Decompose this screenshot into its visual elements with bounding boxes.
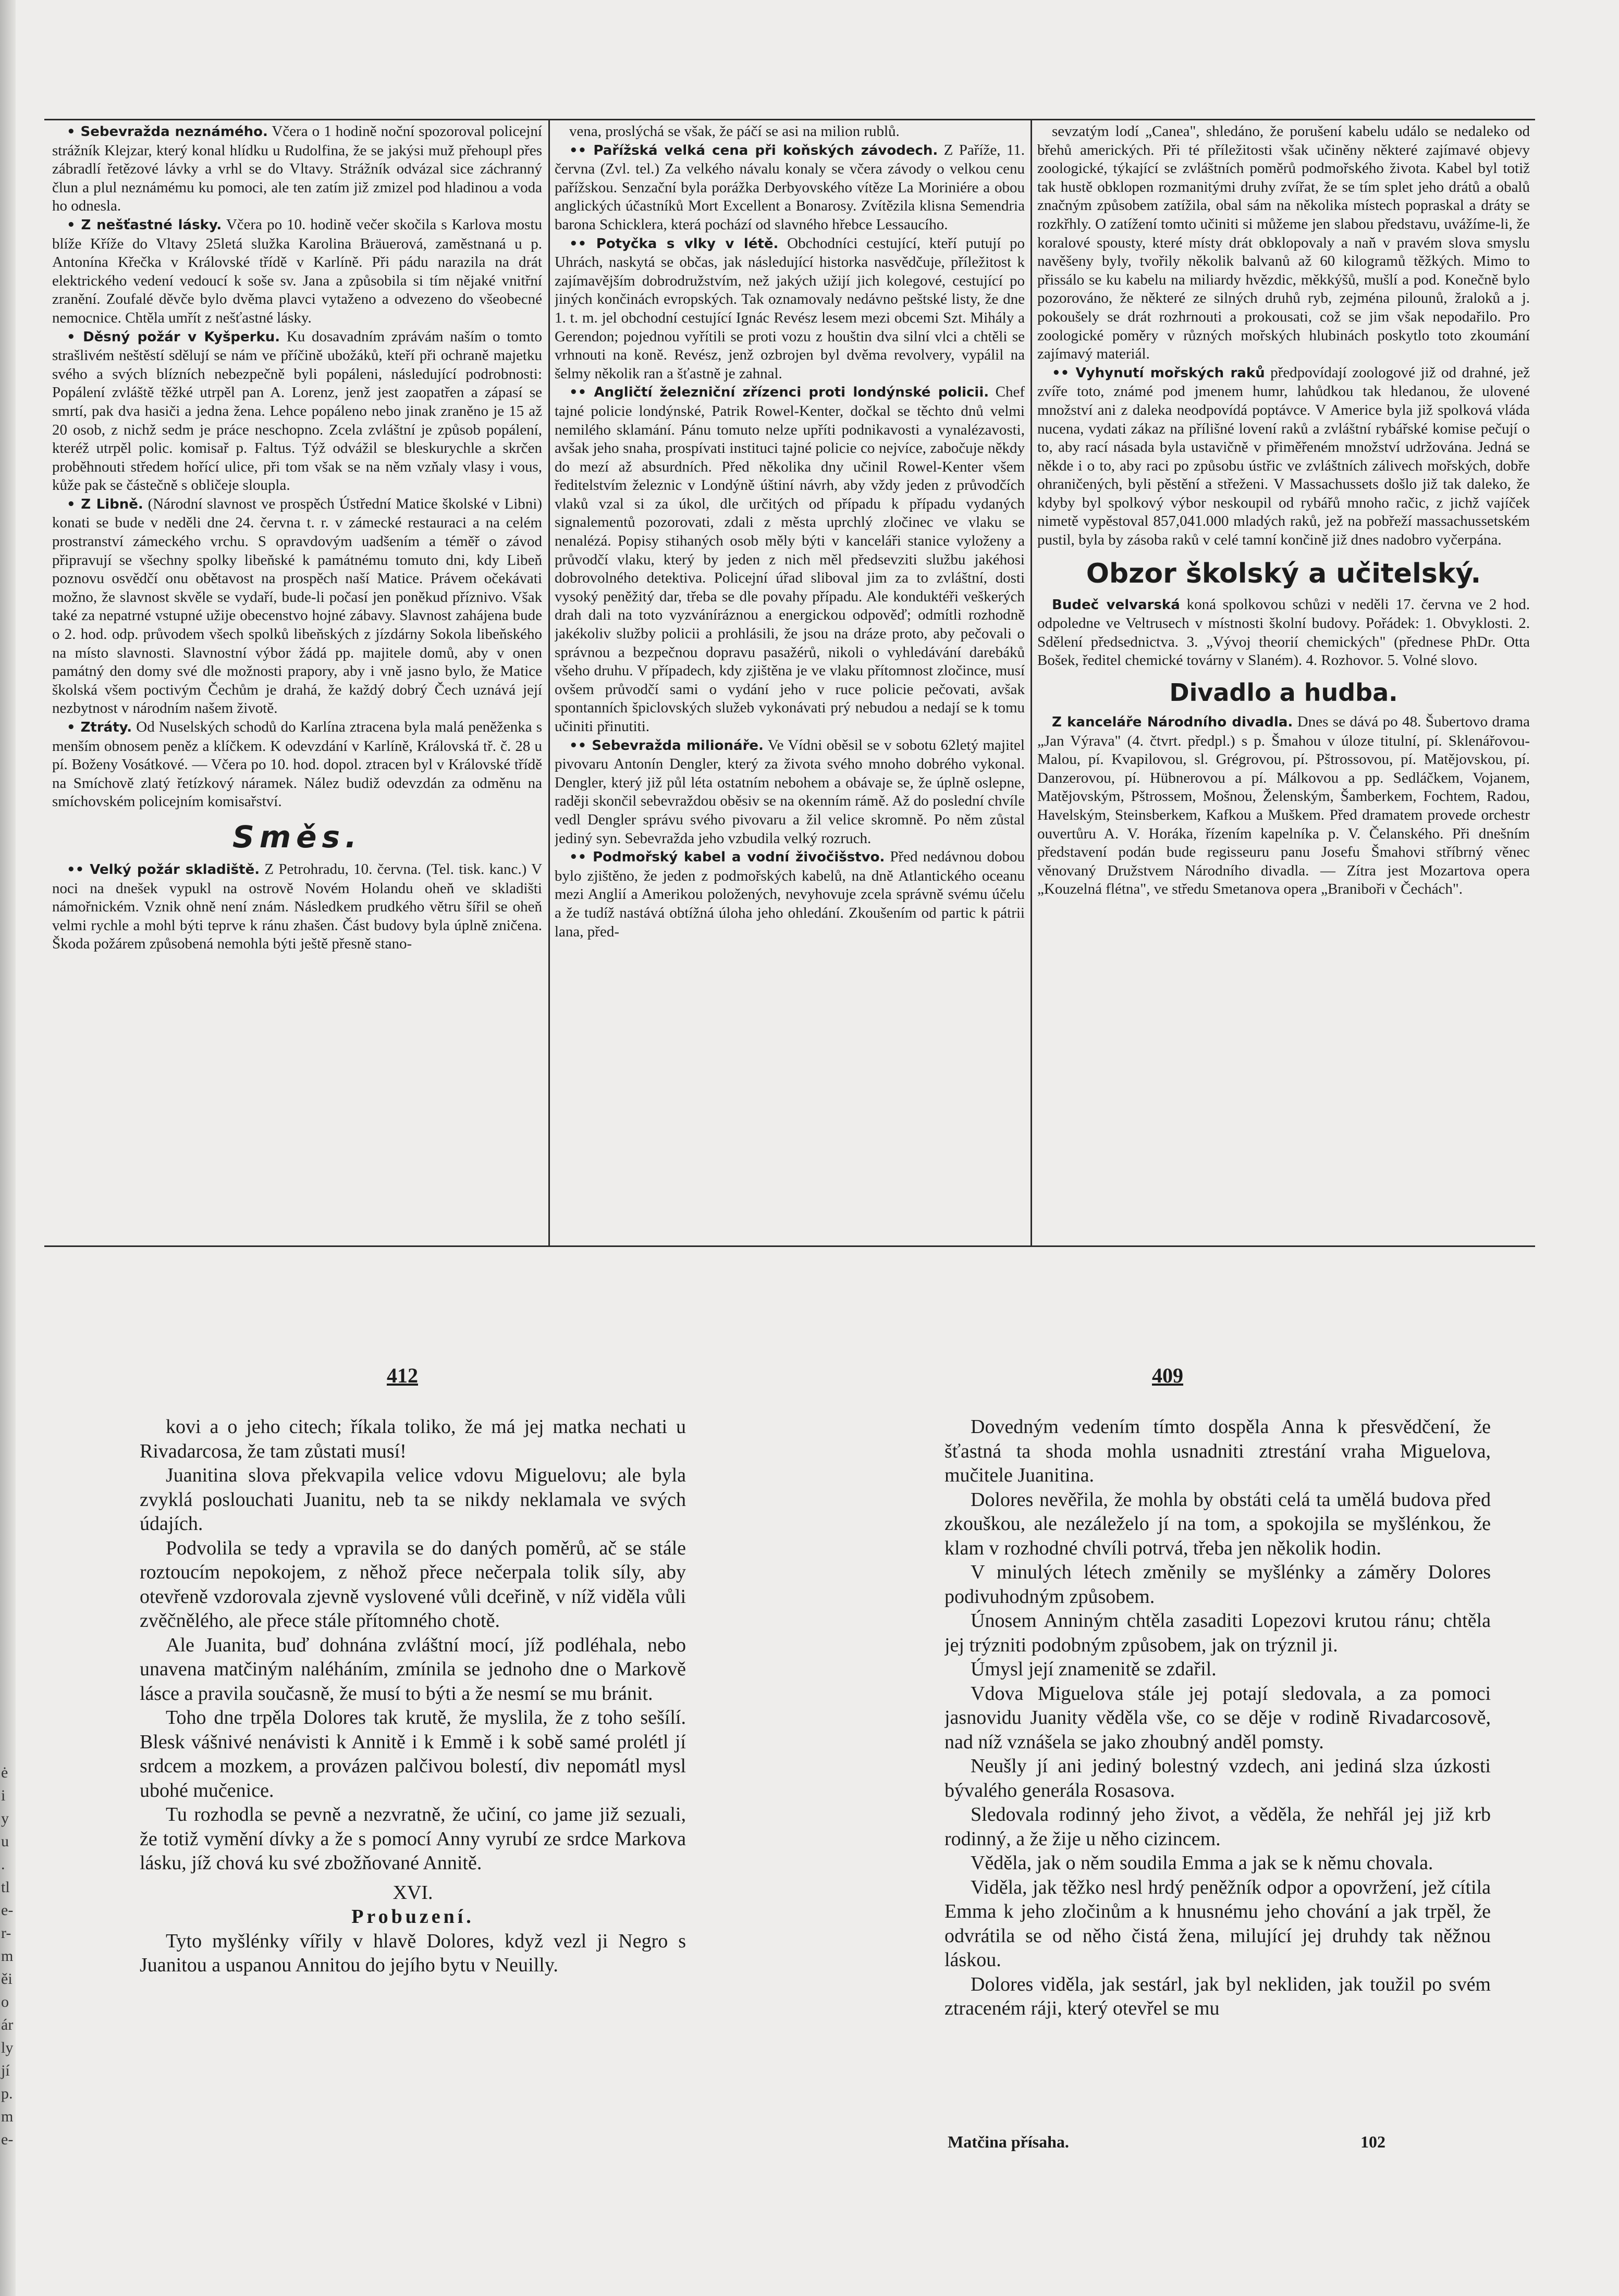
novel-paragraph: Toho dne trpěla Dolores tak krutě, že myslila, že z toho sešílí. Blesk vášnivé nenávisti k Annitě i k Emmě i k sobě samé prolétl jí srdcem a mozkem, a provázen palčivou bolestí, div nepomátl mysl ubohé mučenice. <box>140 1707 686 1801</box>
news-article <box>555 234 1025 384</box>
column-divider-2 <box>1031 119 1032 1245</box>
article-headline: • Sebevražda neznámého. <box>67 124 268 140</box>
article-headline: •• Vyhynutí mořských raků <box>1052 365 1265 381</box>
article-headline: Z kanceláře Národního divadla. <box>1052 714 1293 731</box>
book-title-footer: Matčina přísaha. <box>948 2132 1069 2151</box>
page-number-left: 412 <box>387 1364 418 1387</box>
news-article <box>555 383 1025 736</box>
newspaper-bottom-rule <box>44 1245 1535 1247</box>
article-text: Obchodníci cestující, kteří putují po Uhrách, naskytá se občas, jak následující historka nasvědčuje, příležitost k zajímavějším dobrodružstvím, než jakých užijí jich kolegové, cestující po jiných končinách evropských. Tak oznamovaly nedávno peštské listy, že dne 1. t. m. jel obchodní cestující Ignác Revész lesem mezi obcemi Szt. Mihály a Gerendon; pojednou vyřítili se proti vozu z houštin dva silní vlci a chtěli se vrhnouti na koně. Revész, jenž ozbrojen byl dvěma revolvery, vypálil na šelmy několik ran a šťastně je zahnal. <box>555 234 1025 382</box>
article-text: předpovídají zoologové již od drahné, jež zvíře toto, známé pod jmenem humr, lahůdkou tak hledanou, že ulovené množství ani z daleka neodpovídá poptávce. V Americe byla již spolková vláda nucena, vydati zákaz na přílišné lovení raků a zvláštní rybářské komise pečují o to, aby rací násada byla ustavičně v přiměřeném množství udržována. Jedná se někde i o to, aby raci po způsobu ústřic ve zvláštních zálivech mořských, dobře ohraničených, byli pěstění a střeženi. V Massachussets došlo již tak daleko, že kdyby byl spolkový výbor neskoupil od rybářů mnoho račic, z jichž vajíček nimetě vypěstoval 857,041.000 mladých raků, jež na pobřeží massachussetském pustil, byla by zásoba raků v celé tamní končině již dnes nadobro vyčerpána. <box>1037 364 1530 549</box>
novel-paragraph: Únosem Anniným chtěla zasaditi Lopezovi krutou ránu; chtěla jej trýzniti podobným způsobem, jak on trýznil ji. <box>945 1610 1491 1656</box>
article-headline: • Ztráty. <box>67 720 132 735</box>
novel-left-page <box>140 1415 686 2134</box>
news-article <box>1037 713 1530 899</box>
article-headline: •• Sebevražda milionáře. <box>569 737 764 754</box>
article-headline: • Z Libně. <box>67 496 143 512</box>
novel-paragraph: Tyto myšlénky vířily v hlavě Dolores, když vezl ji Negro s Juanitou a uspanou Annitou do jejího bytu v Neuilly. <box>140 1930 686 1976</box>
article-text: koná spolkovou schůzi v neděli 17. června ve 2 hod. odpoledne ve Veltrusech v místnosti školní budovy. Pořádek: 1. Obvyklosti. 2. Sdělení předsednictva. 3. „Vývoj theorií chemických" (přednese PhDr. Otta Bošek, ředitel chemické továrny v Slaném). 4. Rozhovor. 5. Volné slovo. <box>1037 596 1530 669</box>
novel-paragraph: Ale Juanita, buď dohnána zvláštní mocí, jíž podléhala, nebo unavena matčiným naléháním, zmínila se jednoho dne o Markově lásce a pravila současně, že musí to býti a že nesmí se mu bránit. <box>140 1634 686 1705</box>
theatre-heading: Divadlo a hudba. <box>1169 678 1398 707</box>
article-text: vena, proslýchá se však, že páčí se asi na milion rublů. <box>569 123 900 140</box>
novel-paragraph: kovi a o jeho citech; říkala toliko, že má jej matka nechati u Rivadarcosa, že tam zůstati musí! <box>140 1416 686 1462</box>
article-text: (Národní slavnost ve prospěch Ústřední Matice školské v Libni) konati se bude v neděli dne 24. června t. r. v zámecké restauraci a na celém prostranství zámeckého vrchu. S opravdovým uadšením a téměř o závod připravují se všechny spolky libeňské k památnému tomuto dni, kdy Libeň poznovu osvědčí onu obětavost na prospěch naší Matice. Právem očekávati možno, že slavnost skvěle se vydaří, bude-li počasí jen poněkud příznivo. Však také za nepatrné vstupné užije obecenstvo hojné zábavy. Slavnost zahájena bude o 2. hod. odp. průvodem všech spolků libeňských z jízdárny Sokola libeňského na místo slavnosti. Slavnostní výbor žádá pp. majitele domů, aby v onen památný den domy své dle možnosti prapory, aby i vně jasno bylo, že Matice školská všem poctivým Čechům je drahá, že každý dobrý Čech uznává její nezbytnost v národním našem životě. <box>52 495 542 717</box>
novel-paragraph: Dolores viděla, jak sestárl, jak byl nekliden, jak toužil po svém ztraceném ráji, který otevřel se mu <box>945 1973 1491 2019</box>
novel-paragraph: V minulých létech změnily se myšlénky a záměry Dolores podivuhodným způsobem. <box>945 1561 1491 1608</box>
page-number-right: 409 <box>1152 1364 1183 1387</box>
news-article <box>52 328 542 495</box>
column-divider-1 <box>548 119 550 1245</box>
novel-paragraph: Podvolila se tedy a vpravila se do daných poměrů, ač se stále roztoucím nepokojem, z něhož přece nečerpala tolik síly, aby otevřeně vzdorovala zjevně vyslovené vůli dceřině, v níž viděla vůli zvěčnělého, ale přece stále přítomného chotě. <box>140 1537 686 1632</box>
article-headline: •• Angličtí železniční zřízenci proti londýnské policii. <box>569 385 989 401</box>
chapter-title: Probuzení. <box>351 1906 474 1928</box>
news-article <box>555 848 1025 941</box>
novel-paragraph: Vdova Miguelova stále jej potají sledovala, a za pomoci jasnovidu Juanity věděla vše, co se děje v rodině Rivadarcosově, nad níž vznášela se jako zhoubný anděl pomsty. <box>945 1682 1491 1753</box>
news-article <box>1037 596 1530 670</box>
novel-paragraph: Tu rozhodla se pevně a nezvratně, že učiní, co jame již sezuali, že totiž vymění dívky a že s pomocí Anny vyrubí ze srdce Markova lásku, jíž chová ku své zbožňované Annitě. <box>140 1804 686 1874</box>
novel-paragraph: Úmysl její znamenitě se zdařil. <box>971 1658 1217 1680</box>
news-article <box>52 718 542 811</box>
news-article <box>52 216 542 328</box>
news-article <box>555 141 1025 234</box>
article-headline: • Děsný požár v Kyšperku. <box>67 329 280 345</box>
article-text: Před nedávnou dobou bylo zjištěno, že jeden z podmořských kabelů, na dně Atlantického oceanu mezi Anglií a Amerikou položených, nevyhovuje zcela správně svému účelu a že tudíž nastává obtížná úloha jeho ohledání. Zkoušením od partic k pátrii lana, před- <box>555 848 1025 940</box>
novel-right-page <box>945 1415 1491 2129</box>
news-article <box>52 860 542 954</box>
article-text: Z Petrohradu, 10. června. (Tel. tisk. kanc.) V noci na dnešek vypukl na ostrově Novém Holandu oheň ve skladišti námořnickém. Vznik ohně není znám. Následkem prudkého větru šířil se oheň velmi rychle a mohl býti teprve k ránu zhašen. Část budovy byla úplně zničena. Škoda požárem způsobená nemohla býti ještě přesně stano- <box>52 860 542 953</box>
article-headline: •• Podmořský kabel a vodní živočišstvo. <box>569 849 885 866</box>
article-text: Od Nuselských schodů do Karlína ztracena byla malá peněženka s menším obnosem peněz a klíčkem. K odevzdání v Karlíně, Královská tř. č. 28 u pí. Boženy Vosátkové. — Včera po 10. hod. dopol. ztracen byl v Královské třídě na Smíchově zlatý řetízkový náramek. Nález budiž odevzdán za odměnu na smíchovském policejním komisařství. <box>52 719 542 810</box>
article-headline: •• Velký požár skladiště. <box>67 861 260 878</box>
school-heading: Obzor školský a učitelský. <box>1086 558 1481 589</box>
article-headline: •• Pařížská velká cena při koňských závodech. <box>569 142 938 158</box>
article-text: Včera o 1 hodině noční spozoroval policejní strážník Klejzar, který konal hlídku u Rudolfina, že se jakýsi muž přehoupl přes zábradlí řetězové lávky a vrhl se do Vltavy. Strážník odvázal sice záchranný člun a plul neznámému ku pomoci, ale ten zatím již zmizel pod hladinou a voda ho odnesla. <box>52 123 542 215</box>
news-article <box>52 122 542 216</box>
article-headline: • Z nešťastné lásky. <box>67 217 222 233</box>
article-headline: Budeč velvarská <box>1052 597 1180 613</box>
top-frame-rule <box>44 119 1535 120</box>
margin-fragments: ė i y u . tl e- r- m ěi o ár ly jí p. m e- <box>1 1764 14 2148</box>
novel-paragraph: Neušly jí ani jediný bolestný vzdech, ani jediná slza úzkosti bývalého generála Rosasova. <box>945 1755 1491 1801</box>
article-text: Dnes se dává po 48. Šubertovo drama „Jan Výrava" (4. čtvrt. předpl.) s p. Šmahou v úloze titulní, pí. Sklenářovou-Malou, pí. Kvapilovou, sl. Grégrovou, pí. Pštrossovou, pí. Matějovskou, pí. Danzerovou, pí. Hübnerovou a pí. Málkovou a pp. Sedláčkem, Vojanem, Matějovským, Pštrossem, Mošnou, Želenským, Šamberkem, Fochtem, Radou, Havelským, Steinsberkem, Kafkou a Muškem. Před dramatem provede orchestr ouvertůru A. V. Horáka, řízením kapelníka p. V. Čelanského. Při dnešním představení podán bude regisseuru panu Josefu Šmahovi stříbrný věnec věnovaný Družstvem Národního divadla. — Zítra jest Mozartova opera „Kouzelná flétna", ve středu Smetanova opera „Braniboři v Čechách". <box>1037 713 1530 898</box>
news-article <box>1037 122 1530 364</box>
novel-paragraph: Sledovala rodinný jeho život, a věděla, že nehřál jej již krb rodinný, a že žije u něho cizincem. <box>945 1804 1491 1850</box>
newspaper-column-2 <box>555 122 1025 1243</box>
article-headline: •• Potyčka s vlky v létě. <box>569 236 779 252</box>
chapter-number: XVI. <box>393 1881 433 1904</box>
article-text: sevzatým lodí „Canea", shledáno, že porušení kabelu událo se nedaleko od břehů amerických. Při té příležitosti však učiněny některé zajímavé objevy zoologické, týkající se zvláštních poměrů podmořského života. Kabel byl totiž tak hustě obklopen rozmanitými druhy zvířat, že se tím splet jeho drátů a obalů značným způsobem zatížila, obal sám na několika místech popraskal a dráty se rozkřhly. O zatížení tomto učiniti si můžeme jen slabou představu, uvážíme-li, že koralové spousty, které místy drát obklopovaly a naň v pravém slova smyslu navěšeny byly, tvořily několik balvanů až 60 kilogramů těžkých. Mimo to přissálo se ku kabelu na miliardy hvězdic, měkkýšů, mušlí a pod. Konečně bylo pozorováno, že některé ze silných druhů ryb, zejména pilounů, žraloků a j. pokoušely se drát rozhrnouti a prokousati, což se jim však nepodařilo. Pro zoologické poměry v různých mořských hlubinách poskytlo toto zkoumání zajímavý materiál. <box>1037 123 1530 363</box>
news-article <box>555 736 1025 848</box>
sheet-number-footer: 102 <box>1360 2132 1385 2151</box>
news-article <box>555 122 1025 141</box>
novel-paragraph: Dovedným vedením tímto dospěla Anna k přesvědčení, že šťastná ta shoda mohla usnadniti ztrestání vraha Miguelova, mučitele Juanitina. <box>945 1416 1491 1486</box>
news-article <box>1037 364 1530 550</box>
article-text: Ve Vídni oběsil se v sobotu 62letý majitel pivovaru Antonín Dengler, který za života svého mnoho dobrého vykonal. Dengler, který již půl léta ostatním nebohem a obávaje se, že úplně oslepne, raději skončil sebevraždou oběsiv se na okenním rámě. Až do poslední chvíle vedl Dengler správu svého pivovaru a žil velice skromně. Po něm zůstal jediný syn. Sebevražda jeho vzbudila velký rozruch. <box>555 736 1025 847</box>
article-text: Chef tajné policie londýnské, Patrik Rowel-Kenter, dočkal se těchto dnů velmi nemilého sklamání. Pánu tomuto nelze upříti podnikavosti a vynalézavosti, avšak jeho snaha, prospívati instituci tajné policie co nejvíce, zabočuje někdy do mezí až absurdních. Před několika dny učinil Rowel-Kenter všem ředitelstvím železnic v Londýně úštiní návrh, aby vždy jeden z průvodčích vlaků vzal si za úkol, dle určitých od případu k případu vydaných signalementů pozorovati, zdali z města uprchlý zločinec ve vlaku se nenalézá. Popisy stihaných osob měly býti v kanceláři stanice vyloženy a průvodčí vlaku, který by jeden z nich měl předsevziti službu jakéhosi dobrovolného detektiva. Policejní úřad sliboval jim za to zvláštní, dosti vysoký peněžitý dar, třeba se dle povahy případu. Ale konduktéři veškerých drah dali na toto vyzváníráznou a energickou odpověď; odmítli rozhodně jakékoliv služby policii a prohlásili, že jsou na dráze proto, aby pečovali o správnou a bezpečnou dopravu pasažérů, nikoli o vyhledávání darebáků všeho druhu. V případech, kdy zjištěna je ve vlaku přítomnost zločince, musí ovšem průvodčí sami o vydání jeho v ruce policie pečovati, avšak spontanních špiclovských služeb vykonávati prý nebudou a nedají se k tomu učiniti přinutiti. <box>555 384 1025 735</box>
novel-paragraph: Viděla, jak těžko nesl hrdý peněžník odpor a opovržení, jež cítila Emma k jeho zločinům a k hnusnému jeho chování a jak trpěl, že odvrátila se od něho čistá žena, milující jej druhdy tak něžnou láskou. <box>945 1876 1491 1971</box>
newspaper-column-3 <box>1037 122 1530 1243</box>
article-text: Včera po 10. hodině večer skočila s Karlova mostu blíže Kříže do Vltavy 25letá služka Karolina Bräuerová, zaměstnaná u p. Antonína Křečka v Královské třídě v Karlíně. Při pádu narazila na drát elektrického vedení vedoucí k soše sv. Jana a způsobila si tím nějaké vnitřní zranění. Zoufalé děvče bylo dvěma plavci vytaženo a odvezeno do všeobecné nemocnice. Chtěla umřít z nešťastné lásky. <box>52 216 542 326</box>
article-text: Ku dosavadním zprávám naším o tomto strašlivém neštěstí sdělují se nám ve příčině ubožáků, kteří při ochraně majetku svého a svých blízních nebezpečně byli popáleni, následující podrobnosti: Popálení zvláště těžké utrpěl pan A. Lorenz, jenž jest zaopatřen a zápasí se smrtí, pak dva hasiči a jedna žena. Lehce popáleno nebo jinak zraněno je 15 až 20 osob, z nichž sedm je práce neschopno. Zcela zvláštní je způsob popálení, kteréž utrpěl polic. komisař p. Faltus. Týž odvážil se bleskurychle a skrčen proběhnouti středem hořící ulice, při tom však se na něm vzňaly vlasy i vous, kůže pak se částečně s obličeje sloupla. <box>52 328 542 494</box>
newspaper-column-1 <box>52 122 542 1243</box>
novel-paragraph: Dolores nevěřila, že mohla by obstáti celá ta umělá budova před zkouškou, ale nezáleželo jí na tom, a spokojila se myšlénkou, že klam v rozhodné chvíli potrvá, třeba jen několik hodin. <box>945 1488 1491 1559</box>
news-article <box>52 495 542 718</box>
article-text: Z Paříže, 11. června (Zvl. tel.) Za velkého návalu konaly se včera závody o velkou cenu pařížskou. Senzační byla porážka Derbyovského vítěze La Moriniére a obou anglických účastníků Mort Excellent a Bonarosy. Zvítězila klisna Semendria barona Schicklera, která pochází od slavného hřebce Lessaucího. <box>555 141 1025 233</box>
novel-paragraph: Věděla, jak o něm soudila Emma a jak se k němu chovala. <box>971 1852 1433 1874</box>
smes-heading: Směs. <box>232 819 362 855</box>
novel-paragraph: Juanitina slova překvapila velice vdovu Miguelovu; ale byla zvyklá poslouchati Juanitu, neb ta se nikdy neklamala ve svých údajích. <box>140 1464 686 1535</box>
